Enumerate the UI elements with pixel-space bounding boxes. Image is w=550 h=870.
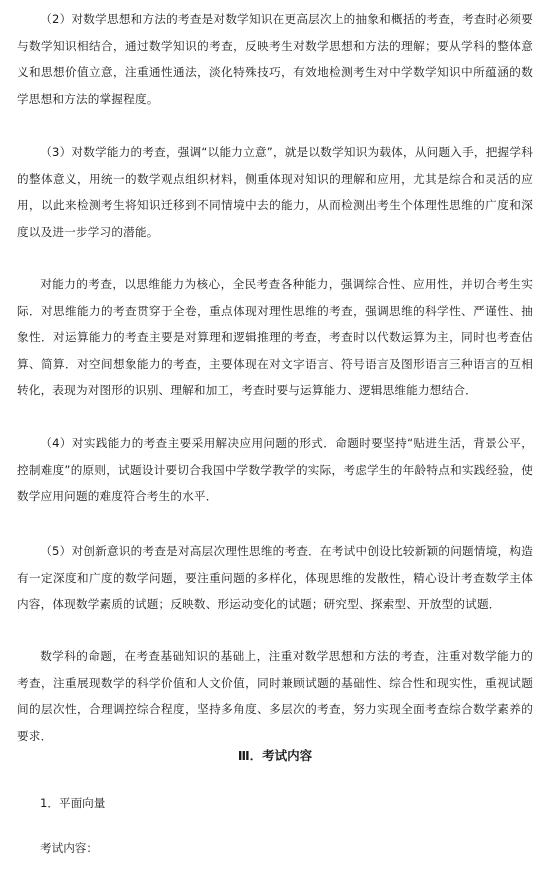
paragraph-practical-ability: （4）对实践能力的考查主要采用解决应用问题的形式．命题时要坚持“贴进生活，背景公平，控制难度”的原则，试题设计要切合我国中学数学教学的实际，考虑学生的年龄特点和实践经验，使数学应用问题的难度符合考生的水平． — [17, 436, 533, 503]
paragraph-math-ability: （3）对数学能力的考查，强调“以能力立意”，就是以数学知识为载体，从问题入手，把握学科的整体意义，用统一的数学观点组织材料，侧重体现对知识的理解和应用，尤其是综合和灵活的应用，以此来检测考生将知识迁移到不同情境中去的能力，从而检测出考生个体理性思维的广度和深度以及进一步学习的潜能。 — [17, 145, 533, 239]
item-subtitle: 考试内容： — [40, 841, 98, 855]
item-title: 1．平面向量 — [40, 796, 106, 810]
paragraph-innovation: （5）对创新意识的考查是对高层次理性思维的考查．在考试中创设比较新颖的问题情境，构造有一定深度和广度的数学问题，要注重问题的多样化，体现思维的发散性，精心设计考查数学主体内容，体现数学素质的试题；反映数、形运动变化的试题；研究型、探索型、开放型的试题． — [17, 544, 533, 611]
paragraph-summary: 数学科的命题，在考查基础知识的基础上，注重对数学思想和方法的考查，注重对数学能力的考查，注重展现数学的科学价值和人文价值，同时兼顾试题的基础性、综合性和现实性，重视试题间的层次性，合理调控综合程度，坚持多角度、多层次的考查，努力实现全面考查综合数学素养的要求． — [17, 649, 533, 743]
paragraph-ability-assessment: 对能力的考查，以思维能力为核心，全民考查各种能力，强调综合性、应用性，并切合考生实际．对思维能力的考查贯穿于全卷，重点体现对理性思维的考查，强调思维的科学性、严谨性、抽象性．对运算能力的考查主要是对算理和逻辑推理的考查，考查时以代数运算为主，同时也考查估算、简算．对空间想象能力的考查，主要体现在对文字语言、符号语言及图形语言三种语言的互相转化，表现为对图形的识别、理解和加工，考查时要与运算能力、逻辑思维能力想结合． — [17, 277, 533, 397]
section-heading: Ⅲ．考试内容 — [237, 748, 313, 763]
paragraph-math-thinking: （2）对数学思想和方法的考查是对数学知识在更高层次上的抽象和概括的考查，考查时必须要与数学知识相结合，通过数学知识的考查，反映考生对数学思想和方法的理解；要从学科的整体意义和思想价值立意，注重通性通法，淡化特殊技巧，有效地检测考生对中学数学知识中所蕴涵的数学思想和方法的掌握程度。 — [17, 12, 533, 106]
